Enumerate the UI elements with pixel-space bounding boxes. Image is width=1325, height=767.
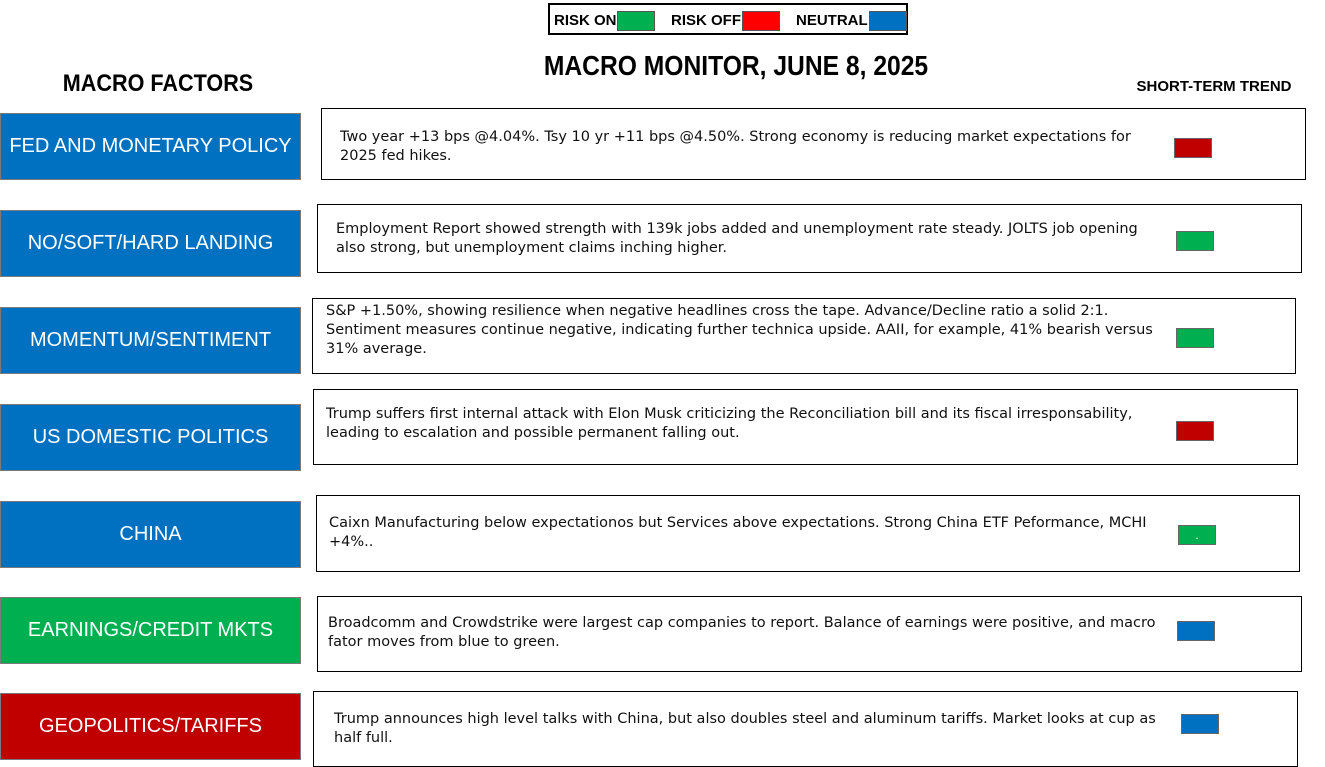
legend-neutral-swatch (869, 11, 907, 31)
note-text-china: Caixn Manufacturing below expectationos but Services above expectations. Strong China ETF Peformance, MCHI +4%.. (329, 515, 1147, 550)
trend-indicator-landing (1176, 231, 1214, 251)
trend-indicator-geopolitics-tariffs (1181, 714, 1219, 734)
note-text-earnings-credit-mkts: Broadcomm and Crowdstrike were largest cap companies to report. Balance of earnings were positive, and macro fator moves from blue to green. (328, 615, 1156, 650)
factor-geopolitics-tariffs: GEOPOLITICS/TARIFFS (0, 693, 301, 760)
note-text-momentum-sentiment: S&P +1.50%, showing resilience when negative headlines cross the tape. Advance/Decline ratio a solid 2:1. Sentiment measures continue negative, indicating further technica upside. AAII, for example, 41% bearish versus 31% average. (326, 303, 1153, 357)
note-box-fed-monetary-policy (321, 108, 1306, 180)
legend-risk-on-swatch (617, 11, 655, 31)
factor-momentum-sentiment: MOMENTUM/SENTIMENT (0, 307, 301, 374)
page-title: MACRO MONITOR, JUNE 8, 2025 (543, 50, 929, 81)
legend-neutral-label: NEUTRAL (796, 12, 868, 29)
factor-earnings-credit-mkts: EARNINGS/CREDIT MKTS (0, 597, 301, 664)
factor-landing: NO/SOFT/HARD LANDING (0, 210, 301, 277)
trend-indicator-momentum-sentiment (1176, 328, 1214, 348)
note-box-earnings-credit-mkts (317, 596, 1302, 672)
macro-factors-heading: MACRO FACTORS (62, 70, 254, 97)
note-box-landing (317, 204, 1302, 273)
note-box-china (316, 495, 1300, 572)
short-term-trend-heading: SHORT-TERM TREND (1136, 78, 1292, 95)
trend-indicator-earnings-credit-mkts (1177, 621, 1215, 641)
trend-indicator-fed-monetary-policy (1174, 138, 1212, 158)
trend-indicator-us-domestic-politics (1176, 421, 1214, 441)
note-box-geopolitics-tariffs (313, 691, 1298, 767)
note-text-fed-monetary-policy: Two year +13 bps @4.04%. Tsy 10 yr +11 bps @4.50%. Strong economy is reducing market expectations for 2025 fed hikes. (340, 129, 1131, 164)
legend-risk-off-swatch (742, 11, 780, 31)
note-text-us-domestic-politics: Trump suffers first internal attack with Elon Musk criticizing the Reconciliation bill and its fiscal irresponsability, leading to escalation and possible permanent falling out. (326, 406, 1133, 441)
legend-risk-off-label: RISK OFF (671, 12, 741, 29)
factor-fed-monetary-policy: FED AND MONETARY POLICY (0, 113, 301, 180)
note-box-us-domestic-politics (313, 389, 1298, 465)
trend-indicator-china: . (1178, 525, 1216, 545)
note-box-momentum-sentiment (312, 298, 1296, 374)
legend (548, 3, 908, 35)
legend-risk-on-label: RISK ON (554, 12, 617, 29)
note-text-landing: Employment Report showed strength with 139k jobs added and unemployment rate steady. JOLTS job opening also strong, but unemployment claims inching higher. (336, 221, 1138, 256)
note-text-geopolitics-tariffs: Trump announces high level talks with China, but also doubles steel and aluminum tariffs. Market looks at cup as half full. (334, 711, 1156, 746)
factor-china: CHINA (0, 501, 301, 568)
factor-us-domestic-politics: US DOMESTIC POLITICS (0, 404, 301, 471)
